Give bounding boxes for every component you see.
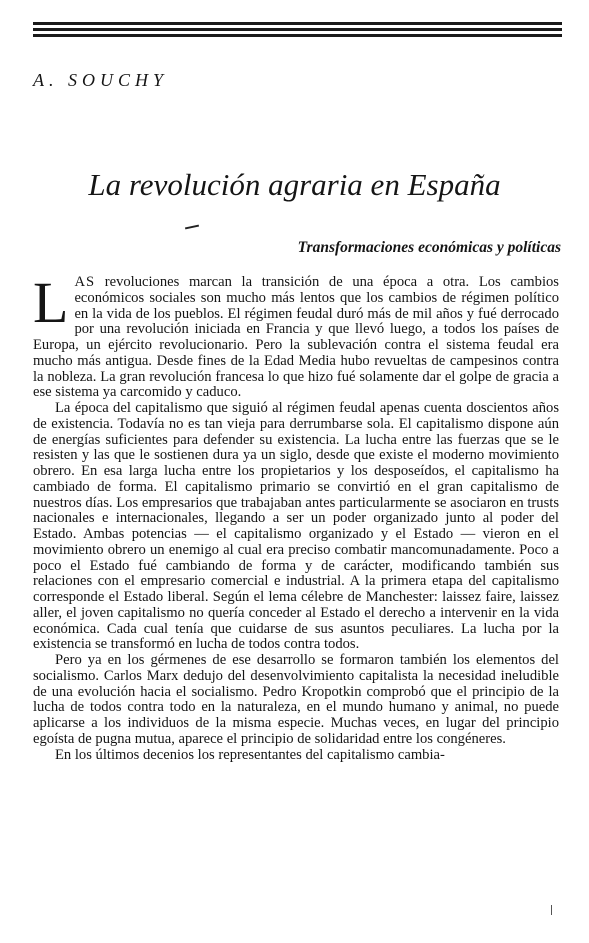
paragraph-1-text: revoluciones marcan la transición de una época a otra. Los cambios económicos sociales son mucho más lentos que los cambios de régimen político en la vida de los pueblos. El régimen feudal duró más de mil años y fué derrocado por una revolución iniciada en Francia y que llevó luego, a todos los países de Europa, un ejército revolucionario. Pero la sublevación contra el sistema feudal era mucho más antigua. Desde fines de la Edad Media hubo revueltas de campesinos contra la nobleza. La gran revolución francesa lo que hizo fué solamente dar el golpe de gracia a ese sistema ya carcomido y caduco. [33, 274, 559, 401]
header-rule [33, 28, 562, 31]
header-rules [33, 22, 562, 40]
page-mark [551, 905, 552, 915]
title-ornament [185, 225, 199, 230]
header-rule [33, 34, 562, 37]
paragraph-4: En los últimos decenios los representantes del capitalismo cambia- [55, 746, 445, 763]
paragraph-3: Pero ya en los gérmenes de ese desarrollo se formaron también los elementos del socialismo. Carlos Marx dedujo del desenvolvimiento capitalista la necesidad ineludible de una evolución hacia el socialismo. Pedro Kropotkin comprobó que el principio de la lucha de todos contra todo en la naturaleza, en el mundo humano y animal, no puede aplicarse a los individuos de la misma especie. Muchas veces, en lugar del principio egoísta de pugna mutua, aparece el principio de solidaridad entre los congéneres. [33, 652, 559, 747]
paragraph-2: La época del capitalismo que siguió al régimen feudal apenas cuenta doscientos años de existencia. Todavía no es tan vieja para derrumbarse sola. El capitalismo dispone aún de energías suficientes para defender su existencia. La lucha entre las fuerzas que se le resisten y las que le sostienen dura ya un siglo, desde que existe el moderno movimiento obrero. En esa larga lucha entre los propietarios y los desposeídos, el capitalismo ha cambiado de forma. El capitalismo primario se convirtió en el gran capitalismo de nuestros días. Los empresarios que trabajaban antes particularmente se asociaron en trusts nacionales e internacionales, llegando a ser un poder organizado junto al poder del Estado. Ambas potencias — el capitalismo organizado y el Estado — vieron en el movimiento obrero un enemigo al cual era preciso combatir mancomunadamente. Poco a poco el Estado fué cambiando de forma y de carácter, modificando también sus relaciones con el empresario comercial e industrial. A la primera etapa del capitalismo corresponde el Estado liberal. Según el lema célebre de Manchester: laissez faire, laissez aller, el joven capitalismo no quería conceder al Estado el derecho a intervenir en la vida económica. Cada cual tenía que cuidarse de sus asuntos peculiares. La lucha por la existencia se transformó en lucha de todos contra todos. [33, 400, 559, 653]
drop-cap: L [33, 270, 69, 335]
author-name: A. SOUCHY [33, 70, 169, 90]
paragraph-1 [33, 270, 559, 401]
drop-cap-word: AS [74, 274, 96, 290]
article-body [33, 270, 559, 763]
header-rule [33, 22, 562, 25]
article-title: La revolución agraria en España [88, 167, 501, 202]
article-subtitle: Transformaciones económicas y políticas [297, 239, 561, 256]
